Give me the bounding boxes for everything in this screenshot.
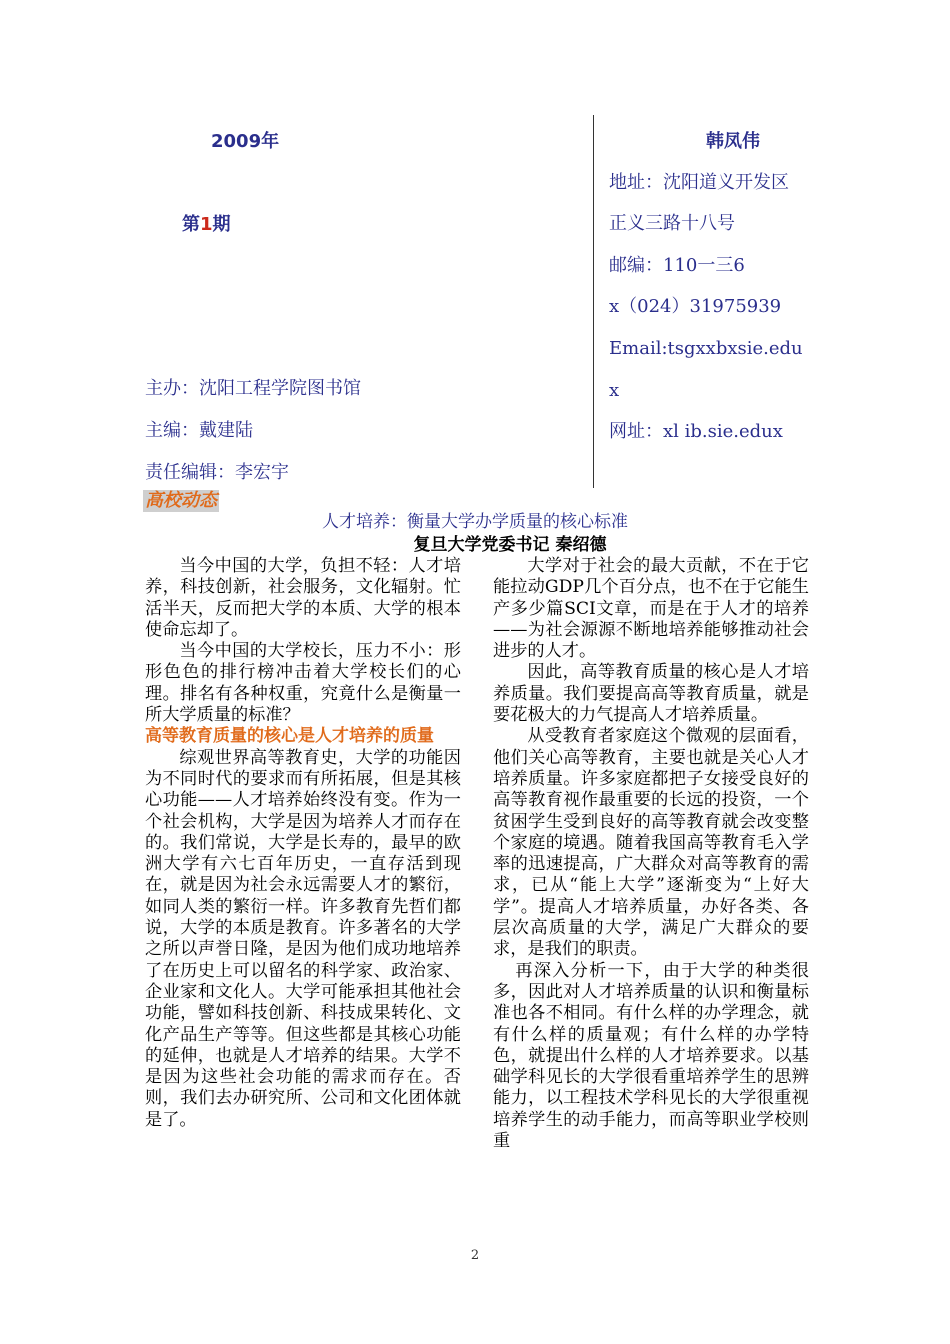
paragraph: 当今中国的大学，负担不轻：人才培养，科技创新，社会服务，文化辐射。忙活半天，反而把大学的本质、大学的根本使命忘却了。: [145, 556, 461, 640]
masthead-divider: [593, 115, 594, 488]
postcode-line: 邮编：110一三6: [609, 255, 745, 276]
editor-in-chief-line: 主编：戴建陆: [145, 420, 253, 441]
year-label: 2009年: [211, 131, 280, 152]
issue-label: [182, 215, 231, 235]
issue-prefix: 第: [182, 214, 200, 235]
page-number: 2: [470, 1248, 480, 1263]
paragraph: 因此，高等教育质量的核心是人才培养质量。我们要提高高等教育质量，就是要花极大的力气提高人才培养质量。: [493, 662, 809, 726]
article-author: 复旦大学党委书记 秦绍德: [413, 535, 607, 555]
paragraph: 综观世界高等教育史，大学的功能因为不同时代的要求而有所拓展，但是其核心功能——人才培养始终没有变。作为一个社会机构，大学是因为培养人才而存在的。我们常说，大学是长寿的，最早的欧洲大学有六七百年历史，一直存活到现在，就是因为社会永远需要人才的繁衍，如同人类的繁衍一样。许多教育先哲们都说，大学的本质是教育。许多著名的大学之所以声誉日隆，是因为他们成功地培养了在历史上可以留名的科学家、政治家、企业家和文化人。大学可能承担其他社会功能，譬如科技创新、科技成果转化、文化产品生产等等。但这些都是其核心功能的延伸，也就是人才培养的结果。大学不是因为这些社会功能的需求而存在。否则，我们去办研究所、公司和文化团体就是了。: [145, 747, 461, 1130]
address-line-1: 地址：沈阳道义开发区: [609, 172, 789, 193]
article-column-left: [145, 556, 461, 1131]
paragraph: 再深入分析一下，由于大学的种类很多，因此对人才培养质量的认识和衡量标准也各不相同。有什么样的办学理念，就有什么样的质量观；有什么样的办学特色，就提出什么样的人才培养要求。以基础学科见长的大学很看重培养学生的思辨能力，以工程技术学科见长的大学很重视培养学生的动手能力，而高等职业学校则重: [493, 960, 809, 1152]
phone-line: x（024）31975939: [609, 296, 782, 317]
article-column-right: [493, 556, 809, 1152]
paragraph: 从受教育者家庭这个微观的层面看，他们关心高等教育，主要也就是关心人才培养质量。许多家庭都把子女接受良好的高等教育视作最重要的长远的投资，一个贫困学生受到良好的高等教育就会改变整个家庭的境遇。随着我国高等教育毛入学率的迅速提高，广大群众对高等教育的需求，已从“能上大学”逐渐变为“上好大学”。提高人才培养质量，办好各类、各层次高质量的大学，满足广大群众的要求，是我们的职责。: [493, 726, 809, 960]
article-subheading: 高等教育质量的核心是人才培养的质量: [145, 726, 434, 747]
article-title: 人才培养：衡量大学办学质量的核心标准: [322, 512, 628, 532]
paragraph: 大学对于社会的最大贡献，不在于它能拉动GDP几个百分点，也不在于它能生产多少篇SCI文章，而是在于人才的培养——为社会源源不断地培养能够推动社会进步的人才。: [493, 556, 809, 662]
paragraph: 当今中国的大学校长，压力不小：形形色色的排行榜冲击着大学校长们的心理。排名有各种权重，究竟什么是衡量一所大学质量的标准？: [145, 641, 461, 726]
responsible-editor-line: 责任编辑：李宏宇: [145, 462, 289, 483]
issue-number: 1: [200, 214, 213, 235]
contact-name: 韩凤伟: [706, 131, 760, 152]
website-line: 网址：xl ib.sie.edux: [609, 421, 783, 442]
address-line-2: 正义三路十八号: [609, 213, 735, 234]
email-continuation: x: [609, 380, 620, 401]
email-line: Email:tsgxxbxsie.edu: [609, 338, 803, 359]
issue-suffix: 期: [212, 214, 231, 235]
section-label: 高校动态: [145, 490, 217, 511]
sponsor-line: 主办：沈阳工程学院图书馆: [145, 378, 361, 399]
